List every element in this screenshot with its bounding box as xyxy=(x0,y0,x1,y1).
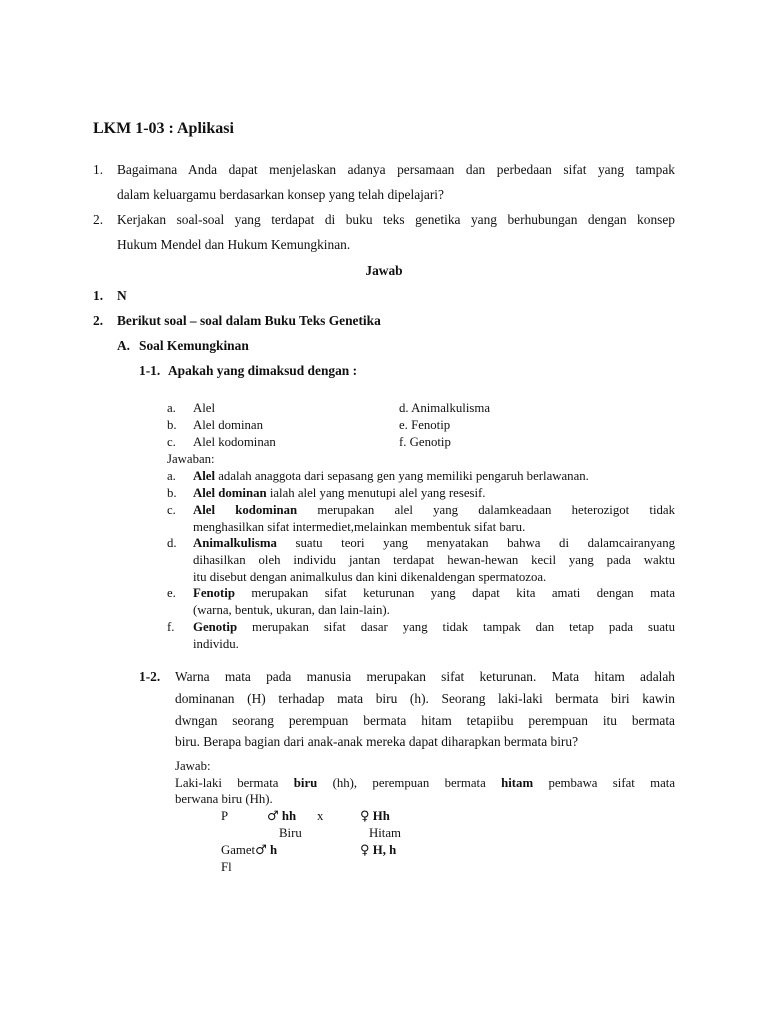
q11-number: 1-1. xyxy=(139,363,161,378)
question-2-line-1: Kerjakan soal-soal yang terdapat di buku teks genetika yang berhubungan dengan konsep xyxy=(117,212,675,227)
q12-answer-line-1 xyxy=(175,775,675,791)
term-e: e. Fenotip xyxy=(399,418,451,432)
definition-d-term: Animalkulisma xyxy=(193,536,277,550)
cross-female-genotype: Hh xyxy=(372,809,390,823)
definition-c-line-1: merupakan alel yang dalamkeadaan heterozigot tidak xyxy=(317,503,675,517)
definition-c-term: Alel kodominan xyxy=(193,503,298,517)
q12-answer-line-2: berwana biru (Hh). xyxy=(175,792,273,806)
cross-male-genotype: hh xyxy=(281,809,297,823)
definition-f-term: Genotip xyxy=(193,620,238,634)
jawaban-label: Jawaban: xyxy=(167,452,215,466)
answer-1-text: N xyxy=(117,288,127,303)
section-a-label: Soal Kemungkinan xyxy=(139,338,249,353)
definition-c-letter: c. xyxy=(167,503,176,517)
document-title: LKM 1-03 : Aplikasi xyxy=(93,120,234,137)
section-a-letter: A. xyxy=(117,338,131,353)
q12-line-4: biru. Berapa bagian dari anak-anak mereka dapat diharapkan bermata biru? xyxy=(175,734,579,749)
definition-d xyxy=(193,535,675,586)
cross-male xyxy=(267,808,296,825)
definition-c-line-2: menghasilkan sifat intermediet,melainkan membentuk sifat baru. xyxy=(193,520,526,534)
definition-d-letter: d. xyxy=(167,536,177,550)
definition-a xyxy=(193,468,675,485)
definition-f xyxy=(193,619,675,653)
definition-e-line-1: merupakan sifat keturunan yang dapat kita amati dengan mata xyxy=(251,586,676,600)
definition-a-term: Alel xyxy=(193,469,216,483)
q12-answer-post: pembawa sifat mata xyxy=(548,776,676,790)
q11-label: Apakah yang dimaksud dengan : xyxy=(168,363,358,378)
q12-answer-pre: Laki-laki bermata xyxy=(175,776,279,790)
answer-2-text: Berikut soal – soal dalam Buku Teks Genetika xyxy=(117,313,381,328)
cross-gamet-male: h xyxy=(269,843,278,857)
definition-e-line-2: (warna, bentuk, ukuran, dan lain-lain). xyxy=(193,603,390,617)
answer-1-number: 1. xyxy=(93,288,104,303)
definition-a-letter: a. xyxy=(167,469,176,483)
cross-gamet-label: Gamet xyxy=(221,843,256,857)
q12-line-3: dwngan seorang perempuan bermata hitam tetapiibu perempuan itu bermata xyxy=(175,713,675,728)
definition-d-line-1: suatu teori yang menyatakan bahwa di dalamcairanyang xyxy=(295,536,676,550)
cross-p-label: P xyxy=(221,809,229,823)
term-a-letter: a. xyxy=(167,401,176,415)
question-1-number: 1. xyxy=(93,162,104,177)
cross-gamet xyxy=(221,842,277,859)
q12-answer-bold-hitam: hitam xyxy=(501,776,534,790)
definition-d-line-2: dihasilkan oleh individu jantan terdapat hewan-hewan kecil yang pada waktu xyxy=(193,553,675,567)
cross-x-symbol: x xyxy=(317,809,324,823)
cross-female-phenotype: Hitam xyxy=(369,826,401,840)
female-symbol-icon: ♀ xyxy=(360,809,370,824)
definition-e-term: Fenotip xyxy=(193,586,235,600)
q12-answer-bold-biru: biru xyxy=(293,776,318,790)
question-1-line-1: Bagaimana Anda dapat menjelaskan adanya persamaan dan perbedaan sifat yang tampak xyxy=(117,162,675,177)
q12-number: 1-2. xyxy=(139,669,161,684)
definition-a-line-1: adalah anaggota dari sepasang gen yang memiliki pengaruh berlawanan. xyxy=(218,469,589,483)
male-symbol-icon: ♂ xyxy=(255,843,267,858)
term-a: Alel xyxy=(193,401,216,415)
definition-b-line-1: ialah alel yang menutupi alel yang resesif. xyxy=(269,486,486,500)
term-c: Alel kodominan xyxy=(193,435,276,449)
question-1-line-2: dalam keluargamu berdasarkan konsep yang telah dipelajari? xyxy=(117,187,444,202)
female-symbol-icon: ♀ xyxy=(360,843,370,858)
term-c-letter: c. xyxy=(167,435,176,449)
definition-b-letter: b. xyxy=(167,486,177,500)
cross-female xyxy=(360,808,390,825)
definition-e-letter: e. xyxy=(167,586,176,600)
definition-f-letter: f. xyxy=(167,620,175,634)
definition-f-line-2: individu. xyxy=(193,637,239,651)
term-f: f. Genotip xyxy=(399,435,451,449)
cross-male-phenotype: Biru xyxy=(279,826,302,840)
definition-c xyxy=(193,502,675,536)
jawab-heading: Jawab xyxy=(365,263,403,278)
term-b: Alel dominan xyxy=(193,418,264,432)
cross-gamet-female-value: H, h xyxy=(372,843,397,857)
q12-jawab-label: Jawab: xyxy=(175,759,211,773)
definition-f-line-1: merupakan sifat dasar yang tidak tampak dan tetap pada suatu xyxy=(252,620,675,634)
definition-e xyxy=(193,585,675,619)
q12-answer-mid: (hh), perempuan bermata xyxy=(332,776,486,790)
answer-2-number: 2. xyxy=(93,313,104,328)
question-2-number: 2. xyxy=(93,212,104,227)
question-2-line-2: Hukum Mendel dan Hukum Kemungkinan. xyxy=(117,237,351,252)
q12-line-1: Warna mata pada manusia merupakan sifat keturunan. Mata hitam adalah xyxy=(175,669,675,684)
definition-b xyxy=(193,485,675,502)
term-b-letter: b. xyxy=(167,418,177,432)
cross-gamet-female xyxy=(360,842,396,859)
term-d: d. Animalkulisma xyxy=(399,401,490,415)
male-symbol-icon: ♂ xyxy=(267,809,279,824)
definition-b-term: Alel dominan xyxy=(193,486,267,500)
definition-d-line-3: itu disebut dengan animalkulus dan kini dikenaldengan spermatozoa. xyxy=(193,570,547,584)
cross-f1-label: Fl xyxy=(221,860,232,874)
q12-line-2: dominanan (H) terhadap mata biru (h). Seorang laki-laki bermata biri kawin xyxy=(175,691,675,706)
